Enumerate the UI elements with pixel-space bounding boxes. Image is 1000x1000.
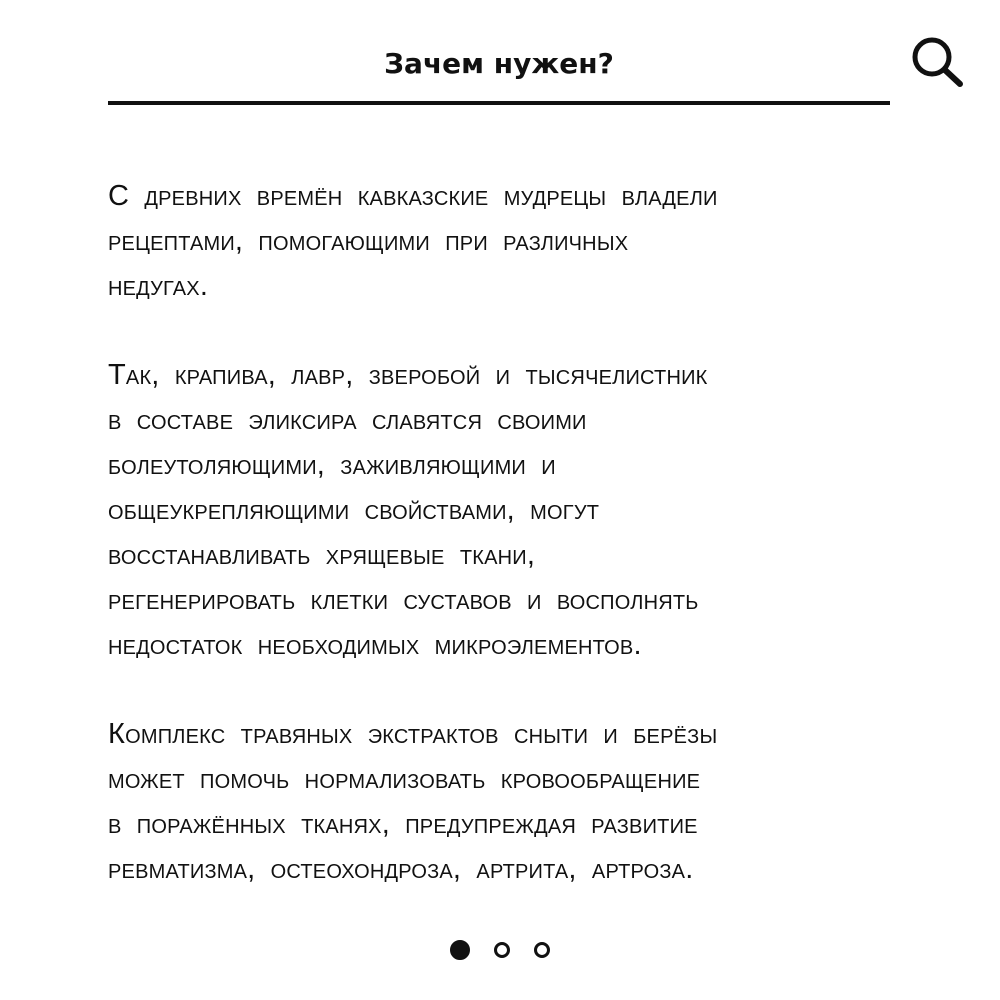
paragraph-line: регенерировать клетки суставов и восполнять bbox=[108, 584, 699, 616]
paragraph-line: недостаток необходимых микроэлементов. bbox=[108, 629, 642, 661]
paragraph-line: рецептами, помогающими при различных bbox=[108, 225, 629, 257]
paragraph-line: С древних времён кавказские мудрецы владели bbox=[108, 180, 718, 212]
paragraph-line: недугах. bbox=[108, 270, 209, 302]
paragraph-line: в поражённых тканях, предупреждая развитие bbox=[108, 808, 698, 840]
page-title: Зачем нужен? bbox=[384, 47, 614, 80]
paragraph-line: Так, крапива, лавр, зверобой и тысячелистник bbox=[108, 359, 708, 391]
page-indicator bbox=[0, 940, 1000, 960]
paragraph-3 bbox=[108, 712, 908, 892]
search-button[interactable] bbox=[908, 34, 968, 94]
search-icon bbox=[908, 34, 968, 94]
title-divider bbox=[108, 101, 890, 105]
paragraph-line: ревматизма, остеохондроза, артрита, артроза. bbox=[108, 853, 694, 885]
paragraph-line: в составе эликсира славятся своими bbox=[108, 404, 587, 436]
paragraph-line: Комплекс травяных экстрактов сныти и берёзы bbox=[108, 718, 718, 750]
paragraph-line: может помочь нормализовать кровообращение bbox=[108, 763, 701, 795]
article-body bbox=[108, 174, 908, 936]
paragraph-line: восстанавливать хрящевые ткани, bbox=[108, 539, 536, 571]
paragraph-line: болеутоляющими, заживляющими и bbox=[108, 449, 556, 481]
pager-dot-active[interactable] bbox=[450, 940, 470, 960]
pager-dot[interactable] bbox=[534, 942, 550, 958]
pager-dot[interactable] bbox=[494, 942, 510, 958]
paragraph-1 bbox=[108, 174, 908, 309]
paragraph-2 bbox=[108, 353, 908, 668]
paragraph-line: общеукрепляющими свойствами, могут bbox=[108, 494, 600, 526]
